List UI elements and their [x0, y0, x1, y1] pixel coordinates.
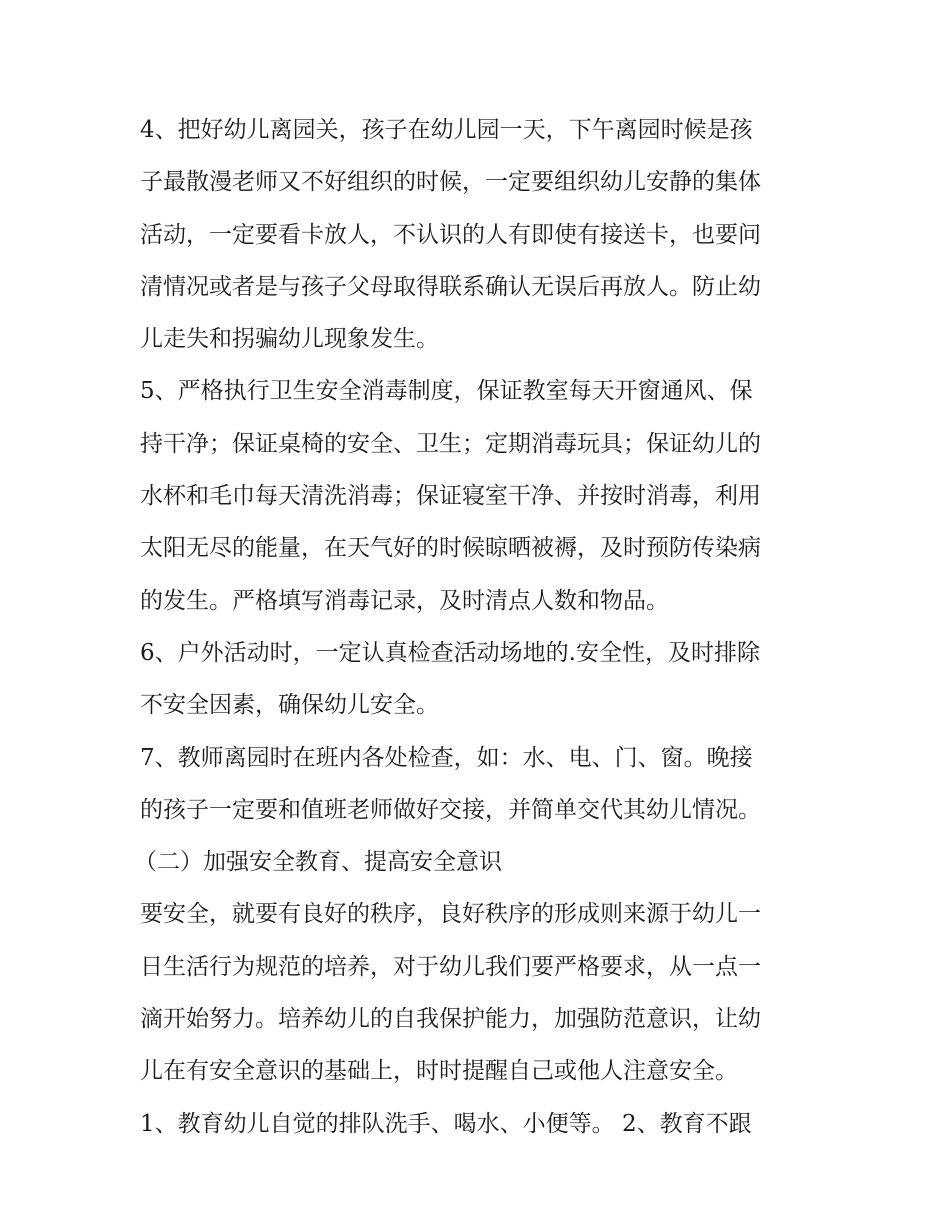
text-line: 要安全，就要有良好的秩序，良好秩序的形成则来源于幼儿一	[140, 901, 761, 928]
section-heading: （二）加强安全教育、提高安全意识	[134, 849, 502, 876]
text-line: 滴开始努力。培养幼儿的自我保护能力，加强防范意识，让幼	[140, 1006, 761, 1033]
text-line: 的孩子一定要和值班老师做好交接，并简单交代其幼儿情况。	[140, 796, 761, 823]
text-line: 5、严格执行卫生安全消毒制度，保证教室每天开窗通风、保	[140, 378, 753, 405]
text-line: 儿走失和拐骗幼儿现象发生。	[140, 326, 439, 353]
text-line: 不安全因素，确保幼儿安全。	[140, 692, 439, 719]
text-line: 1、教育幼儿自觉的排队洗手、喝水、小便等。 2、教育不跟	[140, 1110, 752, 1137]
text-line: 持干净；保证桌椅的安全、卫生；定期消毒玩具；保证幼儿的	[140, 430, 761, 457]
text-line: 儿在有安全意识的基础上，时时提醒自己或他人注意安全。	[140, 1058, 738, 1085]
text-line: 7、教师离园时在班内各处检查，如：水、电、门、窗。晚接	[140, 744, 753, 771]
text-line: 活动，一定要看卡放人，不认识的人有即使有接送卡，也要问	[140, 221, 761, 248]
text-line: 太阳无尽的能量，在天气好的时候晾晒被褥，及时预防传染病	[140, 535, 761, 562]
text-line: 日生活行为规范的培养，对于幼儿我们要严格要求，从一点一	[140, 953, 761, 980]
text-line: 子最散漫老师又不好组织的时候，一定要组织幼儿安静的集体	[140, 169, 761, 196]
text-line: 的发生。严格填写消毒记录，及时清点人数和物品。	[140, 587, 669, 614]
text-line: 4、把好幼儿离园关，孩子在幼儿园一天，下午离园时候是孩	[140, 117, 753, 143]
document-body	[134, 104, 820, 1150]
text-line: 水杯和毛巾每天清洗消毒；保证寝室干净、并按时消毒，利用	[140, 483, 761, 510]
text-line: 清情况或者是与孩子父母取得联系确认无误后再放人。防止幼	[140, 273, 761, 300]
text-line: 6、户外活动时，一定认真检查活动场地的.安全性，及时排除	[140, 639, 760, 666]
